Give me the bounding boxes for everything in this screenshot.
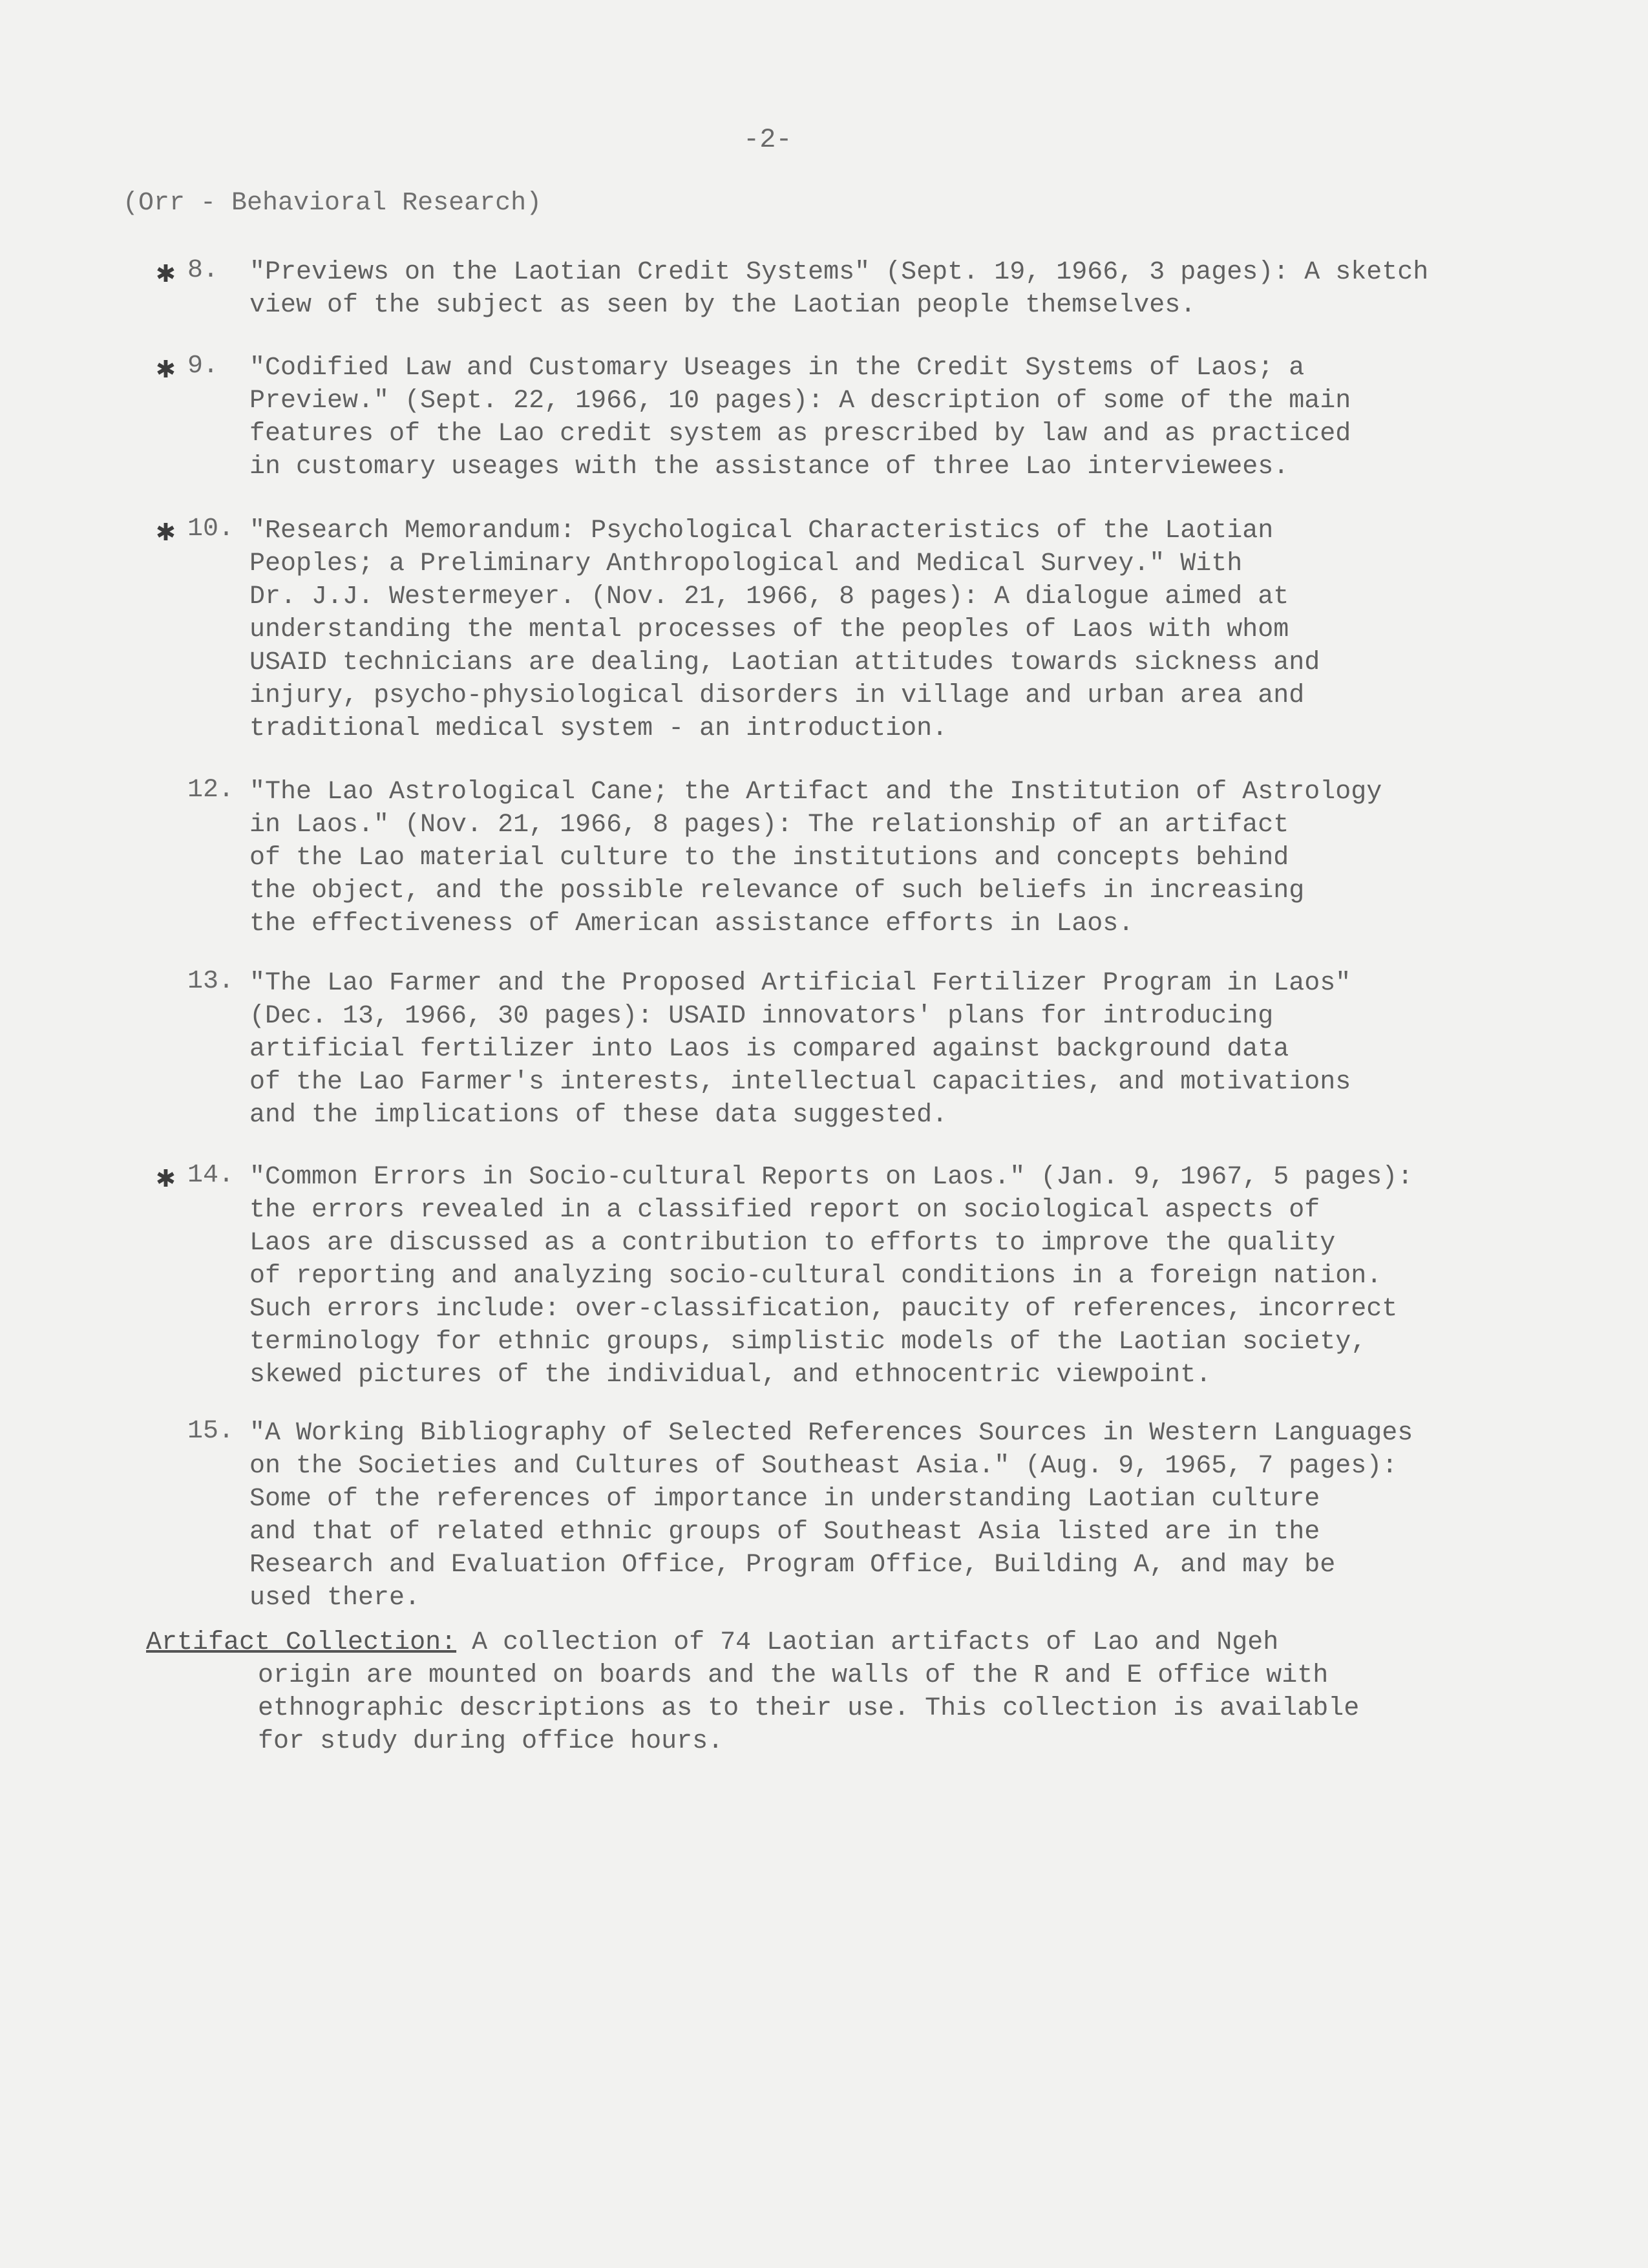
item-text: "Previews on the Laotian Credit Systems" (Sept. 19, 1966, 3 pages): A sketch view of the subject as seen by the Laotian people themselves. xyxy=(249,258,1429,320)
item-number: 8. xyxy=(187,256,219,285)
asterisk-marker: ✱ xyxy=(156,515,175,550)
item-text: "Common Errors in Socio-cultural Reports on Laos." (Jan. 9, 1967, 5 pages): the errors revealed in a classified report on sociological aspects of Laos are discussed as a contribution to efforts to improve the quality of reporting and analyzing socio-cultural conditions in a foreign nation. Such errors include: over-classification, paucity of references, incorrect terminology for ethnic groups, simplistic models of the Laotian society, skewed pictures of the individual, and ethnocentric viewpoint. xyxy=(249,1163,1413,1390)
document-header: (Orr - Behavioral Research) xyxy=(123,189,542,218)
artifact-body: origin are mounted on boards and the walls of the R and E office with ethnographic descriptions as to their use. This collection is available for study during office hours. xyxy=(258,1661,1360,1756)
item-number: 12. xyxy=(187,776,235,805)
page-number: -2- xyxy=(743,124,792,155)
item-number: 9. xyxy=(187,352,219,381)
item-number: 13. xyxy=(187,967,235,996)
asterisk-marker: ✱ xyxy=(156,1161,175,1196)
item-number: 15. xyxy=(187,1417,235,1446)
asterisk-marker: ✱ xyxy=(156,257,175,291)
item-text: "Codified Law and Customary Useages in the Credit Systems of Laos; a Preview." (Sept. 22, 1966, 10 pages): A description of some of the main features of the Lao credit system as prescribed by law and as practiced in customary useages with the assistance of three Lao interviewees. xyxy=(249,354,1351,482)
item-text: "The Lao Astrological Cane; the Artifact and the Institution of Astrology in Laos." (Nov. 21, 1966, 8 pages): The relationship of an artifact of the Lao material culture to the institutions and concepts behind the object, and the possible relevance of such beliefs in increasing the effectiveness of American assistance efforts in Laos. xyxy=(249,778,1382,938)
item-text: "The Lao Farmer and the Proposed Artificial Fertilizer Program in Laos" (Dec. 13, 1966, 30 pages): USAID innovators' plans for introducing artificial fertilizer into Laos is compared against background data of the Lao Farmer's interests, intellectual capacities, and motivations and the implications of these data suggested. xyxy=(249,969,1351,1130)
item-text: "Research Memorandum: Psychological Characteristics of the Laotian Peoples; a Preliminary Anthropological and Medical Survey." With Dr. J.J. Westermeyer. (Nov. 21, 1966, 8 pages): A dialogue aimed at understanding the mental processes of the peoples of Laos with whom USAID technicians are dealing, Laotian attitudes towards sickness and injury, psycho-physiological disorders in village and urban area and traditional medical system - an introduction. xyxy=(249,516,1320,743)
artifact-collection xyxy=(146,1626,1536,1758)
asterisk-marker: ✱ xyxy=(156,352,175,387)
artifact-title: Artifact Collection: xyxy=(146,1628,457,1657)
item-text: "A Working Bibliography of Selected References Sources in Western Languages on the Societies and Cultures of Southeast Asia." (Aug. 9, 1965, 7 pages): Some of the references of importance in understanding Laotian culture and that of related ethnic groups of Southeast Asia listed are in the Research and Evaluation Office, Program Office, Building A, and may be used there. xyxy=(249,1419,1413,1613)
artifact-first-line: A collection of 74 Laotian artifacts of Lao and Ngeh xyxy=(456,1628,1279,1657)
item-number: 10. xyxy=(187,514,235,544)
item-number: 14. xyxy=(187,1161,235,1190)
